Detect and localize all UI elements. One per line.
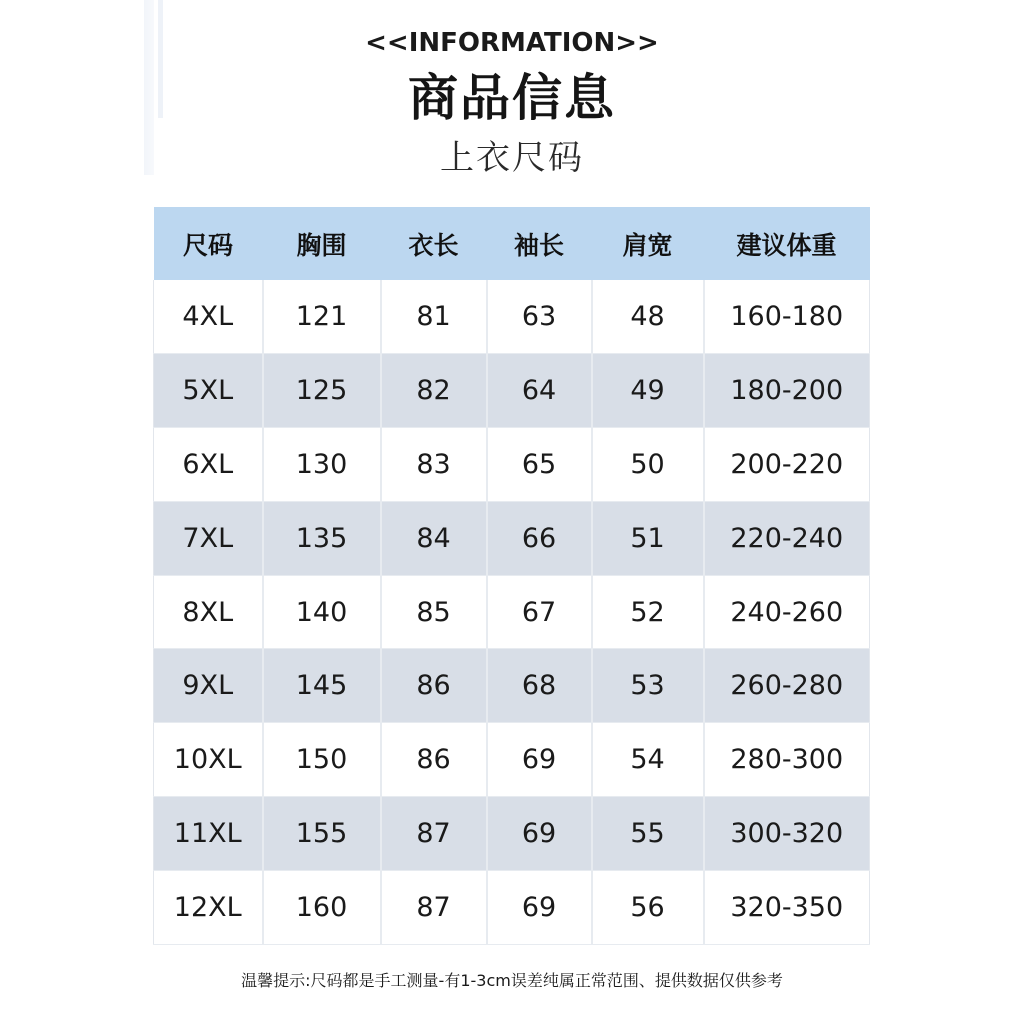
cell-size: 11XL [154,797,263,871]
cell-size: 9XL [154,649,263,723]
header-row [154,207,870,280]
cell-shoulder: 49 [592,354,704,428]
cell-sleeve: 69 [487,723,592,797]
cell-length: 83 [381,428,487,502]
table-row [154,428,870,502]
table-row [154,501,870,575]
cell-size: 10XL [154,723,263,797]
cell-shoulder: 55 [592,797,704,871]
cell-weight: 220-240 [704,501,870,575]
cell-length: 87 [381,797,487,871]
cell-length: 87 [381,870,487,944]
cell-shoulder: 53 [592,649,704,723]
cell-sleeve: 67 [487,575,592,649]
table-row [154,575,870,649]
cell-weight: 200-220 [704,428,870,502]
cell-sleeve: 63 [487,280,592,354]
header-chinese-title: 商品信息 [408,69,616,127]
cell-chest: 160 [263,870,381,944]
cell-chest: 145 [263,649,381,723]
cell-length: 86 [381,723,487,797]
size-table-body [154,280,870,944]
cell-length: 84 [381,501,487,575]
cell-weight: 300-320 [704,797,870,871]
cell-shoulder: 52 [592,575,704,649]
column-header-sleeve: 袖长 [513,230,564,260]
measurement-footnote: 温馨提示:尺码都是手工测量-有1-3cm误差纯属正常范围、提供数据仅供参考 [241,971,783,990]
column-header-length: 衣长 [408,230,459,260]
cell-weight: 260-280 [704,649,870,723]
cell-chest: 155 [263,797,381,871]
cell-size: 7XL [154,501,263,575]
cell-chest: 130 [263,428,381,502]
cell-shoulder: 54 [592,723,704,797]
cell-size: 4XL [154,280,263,354]
column-header-chest: 胸围 [296,230,347,260]
cell-weight: 280-300 [704,723,870,797]
cell-sleeve: 64 [487,354,592,428]
cell-sleeve: 68 [487,649,592,723]
column-header-weight: 建议体重 [736,230,837,260]
header-english-title: <<INFORMATION>> [365,28,659,58]
cell-weight: 180-200 [704,354,870,428]
cell-size: 8XL [154,575,263,649]
cell-size: 12XL [154,870,263,944]
cell-weight: 240-260 [704,575,870,649]
cell-length: 82 [381,354,487,428]
size-chart-subtitle: 上衣尺码 [440,138,584,178]
size-table-header [154,207,870,280]
table-row [154,280,870,354]
table-row [154,354,870,428]
cell-shoulder: 48 [592,280,704,354]
cell-chest: 135 [263,501,381,575]
cell-shoulder: 50 [592,428,704,502]
cell-length: 85 [381,575,487,649]
cell-length: 86 [381,649,487,723]
cell-size: 5XL [154,354,263,428]
cell-chest: 140 [263,575,381,649]
cell-sleeve: 69 [487,870,592,944]
cell-chest: 125 [263,354,381,428]
cell-sleeve: 69 [487,797,592,871]
cell-chest: 150 [263,723,381,797]
column-header-size: 尺码 [182,230,233,260]
cell-chest: 121 [263,280,381,354]
size-table [153,207,870,945]
cell-length: 81 [381,280,487,354]
table-row [154,649,870,723]
cell-weight: 160-180 [704,280,870,354]
cell-sleeve: 66 [487,501,592,575]
cell-shoulder: 51 [592,501,704,575]
cell-size: 6XL [154,428,263,502]
cell-shoulder: 56 [592,870,704,944]
table-row [154,870,870,944]
cell-sleeve: 65 [487,428,592,502]
table-row [154,723,870,797]
cell-weight: 320-350 [704,870,870,944]
column-header-shoulder: 肩宽 [622,230,673,260]
table-row [154,797,870,871]
